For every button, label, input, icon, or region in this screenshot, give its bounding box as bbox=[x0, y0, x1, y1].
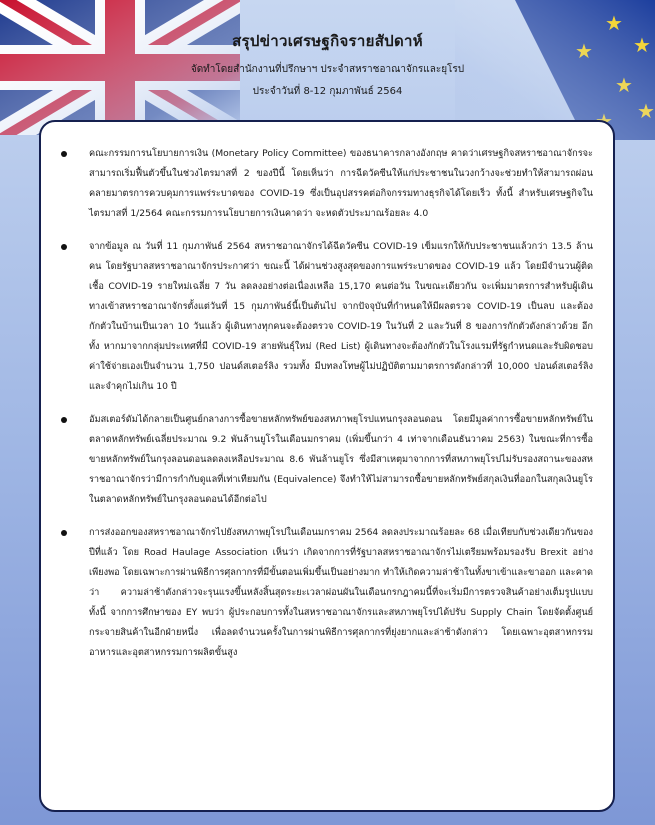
page-subtitle: จัดทำโดยสำนักงานที่ปรึกษาฯ ประจำสหราชอาณาจักรและยุโรป bbox=[190, 64, 465, 75]
page-date: ประจำวันที่ 8-12 กุมภาพันธ์ 2564 bbox=[252, 86, 403, 97]
bullet-icon bbox=[61, 244, 67, 250]
document-header bbox=[0, 0, 655, 118]
news-item bbox=[61, 237, 593, 397]
news-item bbox=[61, 144, 593, 224]
news-item-text: การส่งออกของสหราชอาณาจักรไปยังสหภาพยุโรปในเดือนมกราคม 2564 ลดลงประมาณร้อยละ 68 เมื่อเทียบกับช่วงเดียวกันของปีที่แล้ว โดย Road Haulage Association เห็นว่า เกิดจากการที่รัฐบาลสหราชอาณาจักรไม่เตรียมพร้อมรองรับ Brexit อย่างเพียงพอ โดยเฉพาะการผ่านพิธีการศุลกากรที่มีขั้นตอนเพิ่มขึ้นเป็นอย่างมาก ทำให้เกิดความล่าช้าในทั้งขาเข้าและขาออก และคาดว่า ความล่าช้าดังกล่าวจะรุนแรงขึ้นหลังสิ้นสุดระยะเวลาผ่อนผันในเดือนกรกฎาคมนี้ที่จะเริ่มมีการตรวจสินค้าอย่างเต็มรูปแบบ ทั้งนี้ จากการศึกษาของ EY พบว่า ผู้ประกอบการทั้งในสหราชอาณาจักรและสหภาพยุโรปได้ปรับ Supply Chain โดยจัดตั้งศูนย์กระจายสินค้าในอีกฝ่ายหนึ่ง เพื่อลดจำนวนครั้งในการผ่านพิธีการศุลกากรที่ยุ่งยากและล่าช้าดังกล่าว โดยเฉพาะอุตสาหกรรมอาหารและอุตสาหกรรมการผลิตขั้นสูง bbox=[89, 527, 593, 658]
news-item bbox=[61, 523, 593, 663]
news-item-text: จากข้อมูล ณ วันที่ 11 กุมภาพันธ์ 2564 สหราชอาณาจักรได้ฉีดวัคซีน COVID-19 เข็มแรกให้กับประชาชนแล้วกว่า 13.5 ล้านคน โดยรัฐบาลสหราชอาณาจักรประกาศว่า ขณะนี้ ได้ผ่านช่วงสูงสุดของการแพร่ระบาดของ COVID-19 แล้ว โดยมีจำนวนผู้ติดเชื้อ COVID-19 รายใหม่เฉลี่ย 7 วัน ลดลงอย่างต่อเนื่องเหลือ 15,170 คนต่อวัน ในขณะเดียวกัน จะเพิ่มมาตรการสำหรับผู้เดินทางเข้าสหราชอาณาจักรตั้งแต่วันที่ 15 กุมภาพันธ์นี้เป็นต้นไป จากปัจจุบันที่กำหนดให้มีผลตรวจ COVID-19 เป็นลบ และต้องกักตัวในบ้านเป็นเวลา 10 วันแล้ว ผู้เดินทางทุกคนจะต้องตรวจ COVID-19 ในวันที่ 2 และวันที่ 8 ของการกักตัวดังกล่าวด้วย อีกทั้ง หากมาจากกลุ่มประเทศที่มี COVID-19 สายพันธุ์ใหม่ (Red List) ผู้เดินทางจะต้องกักตัวในโรงแรมที่รัฐกำหนดและรับผิดชอบค่าใช้จ่ายเองเป็นจำนวน 1,750 ปอนด์สเตอร์ลิง รวมทั้ง มีบทลงโทษผู้ไม่ปฏิบัติตามมาตรการดังกล่าวที่ 10,000 ปอนด์สเตอร์ลิงและจำคุกไม่เกิน 10 ปี bbox=[89, 241, 593, 392]
page-title: สรุปข่าวเศรษฐกิจรายสัปดาห์ bbox=[232, 32, 423, 50]
bullet-icon bbox=[61, 417, 67, 423]
news-list bbox=[61, 144, 593, 663]
news-item-text: คณะกรรมการนโยบายการเงิน (Monetary Policy Committee) ของธนาคารกลางอังกฤษ คาดว่าเศรษฐกิจสหราชอาณาจักรจะสามารถเริ่มฟื้นตัวขึ้นในช่วงไตรมาสที่ 2 ของปีนี้ โดยเห็นว่า การฉีดวัคซีนให้แก่ประชาชนในวงกว้างจะช่วยทำให้สามารถผ่อนคลายมาตรการควบคุมการแพร่ระบาดของ COVID-19 ซึ่งเป็นอุปสรรคต่อกิจกรรมทางธุรกิจได้โดยเร็ว ทั้งนี้ สำหรับเศรษฐกิจในไตรมาสที่ 1/2564 คณะกรรมการนโยบายการเงินคาดว่า จะหดตัวประมาณร้อยละ 4.0 bbox=[89, 148, 593, 219]
bullet-icon bbox=[61, 151, 67, 157]
bullet-icon bbox=[61, 530, 67, 536]
news-panel bbox=[39, 120, 615, 812]
news-item bbox=[61, 410, 593, 510]
news-item-text: อัมสเตอร์ดัมได้กลายเป็นศูนย์กลางการซื้อขายหลักทรัพย์ของสหภาพยุโรปแทนกรุงลอนดอน โดยมีมูลค่าการซื้อขายหลักทรัพย์ในตลาดหลักทรัพย์เฉลี่ยประมาณ 9.2 พันล้านยูโรในเดือนมกราคม (เพิ่มขึ้นกว่า 4 เท่าจากเดือนธันวาคม 2563) ในขณะที่การซื้อขายหลักทรัพย์ในกรุงลอนดอนลดลงเหลือประมาณ 8.6 พันล้านยูโร ซึ่งมีสาเหตุมาจากการที่สหภาพยุโรปไม่รับรองสถานะของสหราชอาณาจักรว่ามีการกำกับดูแลที่เท่าเทียมกัน (Equivalence) จึงทำให้ไม่สามารถซื้อขายหลักทรัพย์สกุลเงินที่ออกในสกุลเงินยูโรในตลาดหลักทรัพย์ในกรุงลอนดอนได้อีกต่อไป bbox=[89, 414, 593, 505]
